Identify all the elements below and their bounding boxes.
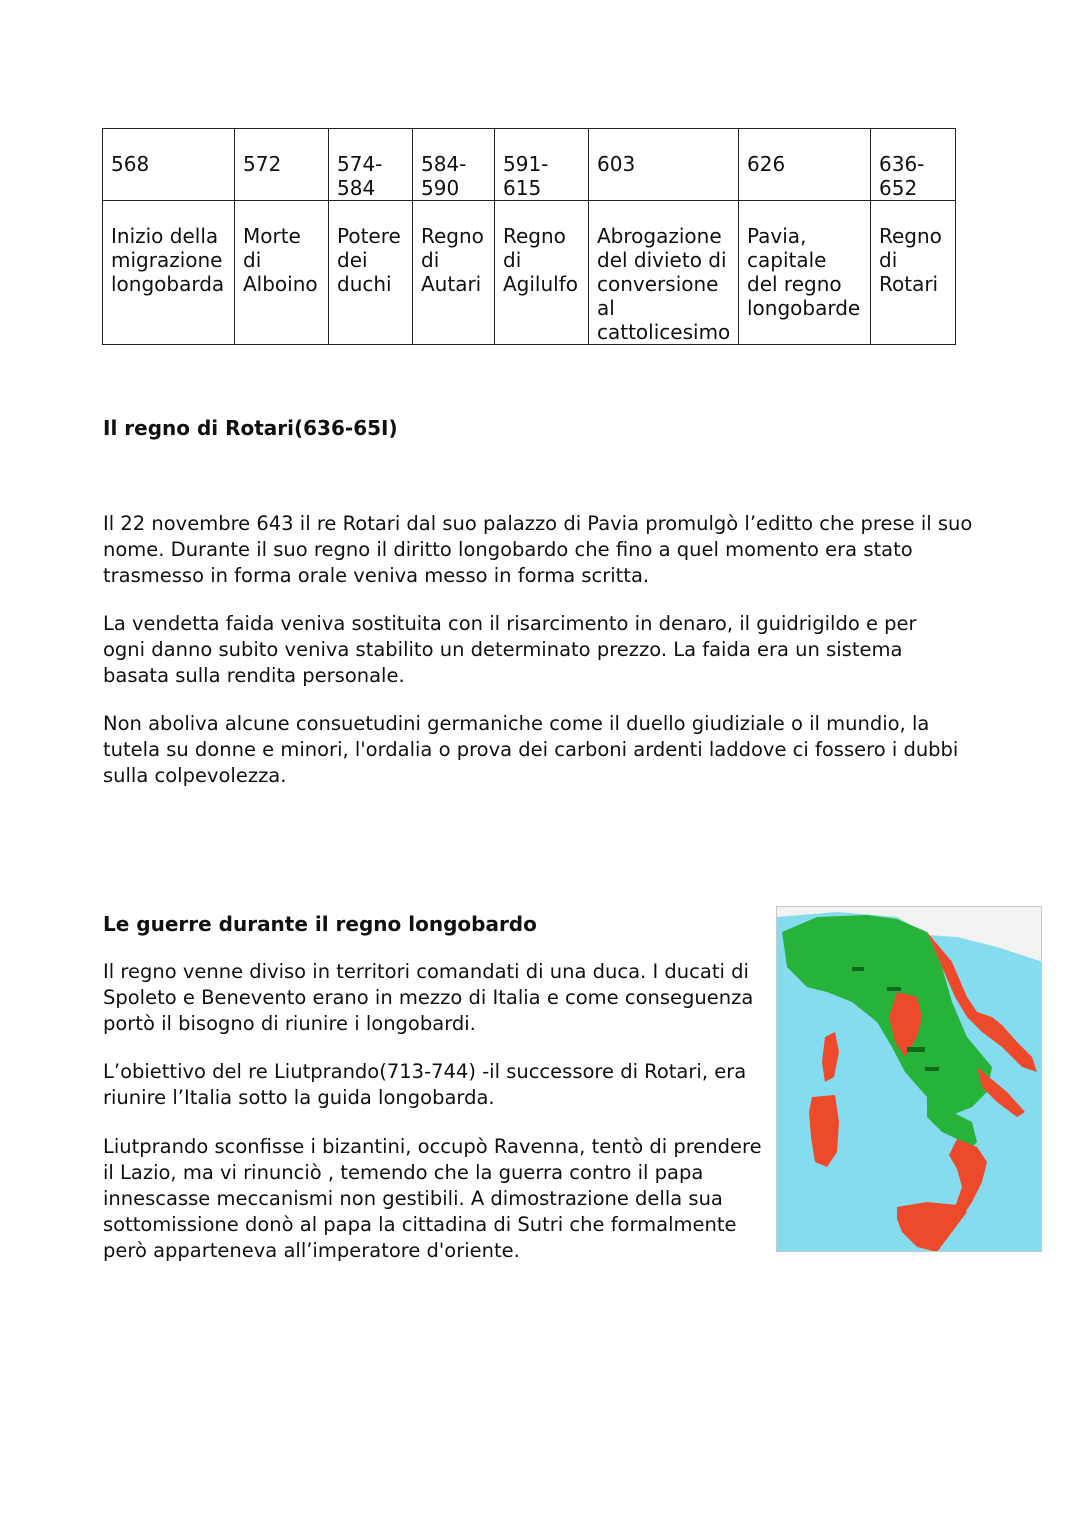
- year-cell: [495, 129, 589, 201]
- year-cell: [413, 129, 495, 201]
- year-label: 626: [747, 152, 786, 176]
- year-label: 572: [243, 152, 282, 176]
- event-cell: [413, 201, 495, 345]
- event-cell: [103, 201, 235, 345]
- map-label-mark: [907, 1047, 925, 1052]
- year-label: 636- 652: [879, 152, 925, 200]
- year-label: 603: [597, 152, 636, 176]
- timeline-table: [102, 128, 956, 345]
- paragraph: Il regno venne diviso in territori comandati di una duca. I ducati di Spoleto e Benevento erano in mezzo di Italia e come conseguenza portò il bisogno di riunire i longobardi.: [103, 960, 754, 1035]
- year-label: 568: [111, 152, 150, 176]
- event-label: Pavia, capitale del regno longobarde: [747, 224, 861, 320]
- timeline-events-row: [103, 201, 956, 345]
- paragraph: La vendetta faida veniva sostituita con il risarcimento in denaro, il guidrigildo e per ogni danno subito veniva stabilito un determinato prezzo. La faida era un sistema basata sulla rendita personale.: [103, 612, 917, 687]
- event-cell: [329, 201, 413, 345]
- event-cell: [235, 201, 329, 345]
- event-label: Regno di Autari: [421, 224, 484, 296]
- event-label: Abrogazione del divieto di conversione al cattolicesimo: [597, 224, 731, 344]
- italy-map-graphic: [777, 907, 1042, 1252]
- year-cell: [235, 129, 329, 201]
- year-label: 591- 615: [503, 152, 549, 200]
- section-title-guerre: Le guerre durante il regno longobardo: [103, 912, 537, 936]
- paragraph: Non aboliva alcune consuetudini germaniche come il duello giudiziale o il mundio, la tutela su donne e minori, l'ordalia o prova dei carboni ardenti laddove ci fossero i dubbi sulla colpevolezza.: [103, 712, 959, 787]
- event-cell: [739, 201, 871, 345]
- event-label: Morte di Alboino: [243, 224, 318, 296]
- year-label: 584- 590: [421, 152, 467, 200]
- section-title-bold: Il regno di Rotari: [103, 416, 294, 440]
- event-label: Inizio della migrazione longobarda: [111, 224, 225, 296]
- event-label: Potere dei duchi: [337, 224, 401, 296]
- event-cell: [589, 201, 739, 345]
- section-title-rotari: [103, 415, 398, 441]
- paragraph: Il 22 novembre 643 il re Rotari dal suo palazzo di Pavia promulgò l’editto che prese il suo nome. Durante il suo regno il diritto longobardo che fino a quel momento era stato trasmesso in forma orale veniva messo in forma scritta.: [103, 512, 973, 587]
- event-label: Regno di Agilulfo: [503, 224, 578, 296]
- event-cell: [495, 201, 589, 345]
- timeline-years-row: [103, 129, 956, 201]
- event-cell: [871, 201, 956, 345]
- year-cell: [871, 129, 956, 201]
- map-label-mark: [925, 1067, 939, 1071]
- year-cell: [739, 129, 871, 201]
- year-label: 574- 584: [337, 152, 383, 200]
- paragraph: Liutprando sconfisse i bizantini, occupò Ravenna, tentò di prendere il Lazio, ma vi rinunciò , temendo che la guerra contro il papa innescasse meccanismi non gestibili. A dimostrazione della sua sottomissione donò al papa la cittadina di Sutri che formalmente però apparteneva all’imperatore d'oriente.: [103, 1135, 762, 1262]
- italy-map-image: [776, 906, 1042, 1252]
- event-label: Regno di Rotari: [879, 224, 942, 296]
- year-cell: [329, 129, 413, 201]
- year-cell: [589, 129, 739, 201]
- paragraph: L’obiettivo del re Liutprando(713-744) -il successore di Rotari, era riunire l’Italia sotto la guida longobarda.: [103, 1060, 747, 1109]
- section-title-dates: (636-65I): [294, 416, 398, 440]
- map-label-mark: [887, 987, 901, 991]
- map-label-mark: [852, 967, 864, 971]
- year-cell: [103, 129, 235, 201]
